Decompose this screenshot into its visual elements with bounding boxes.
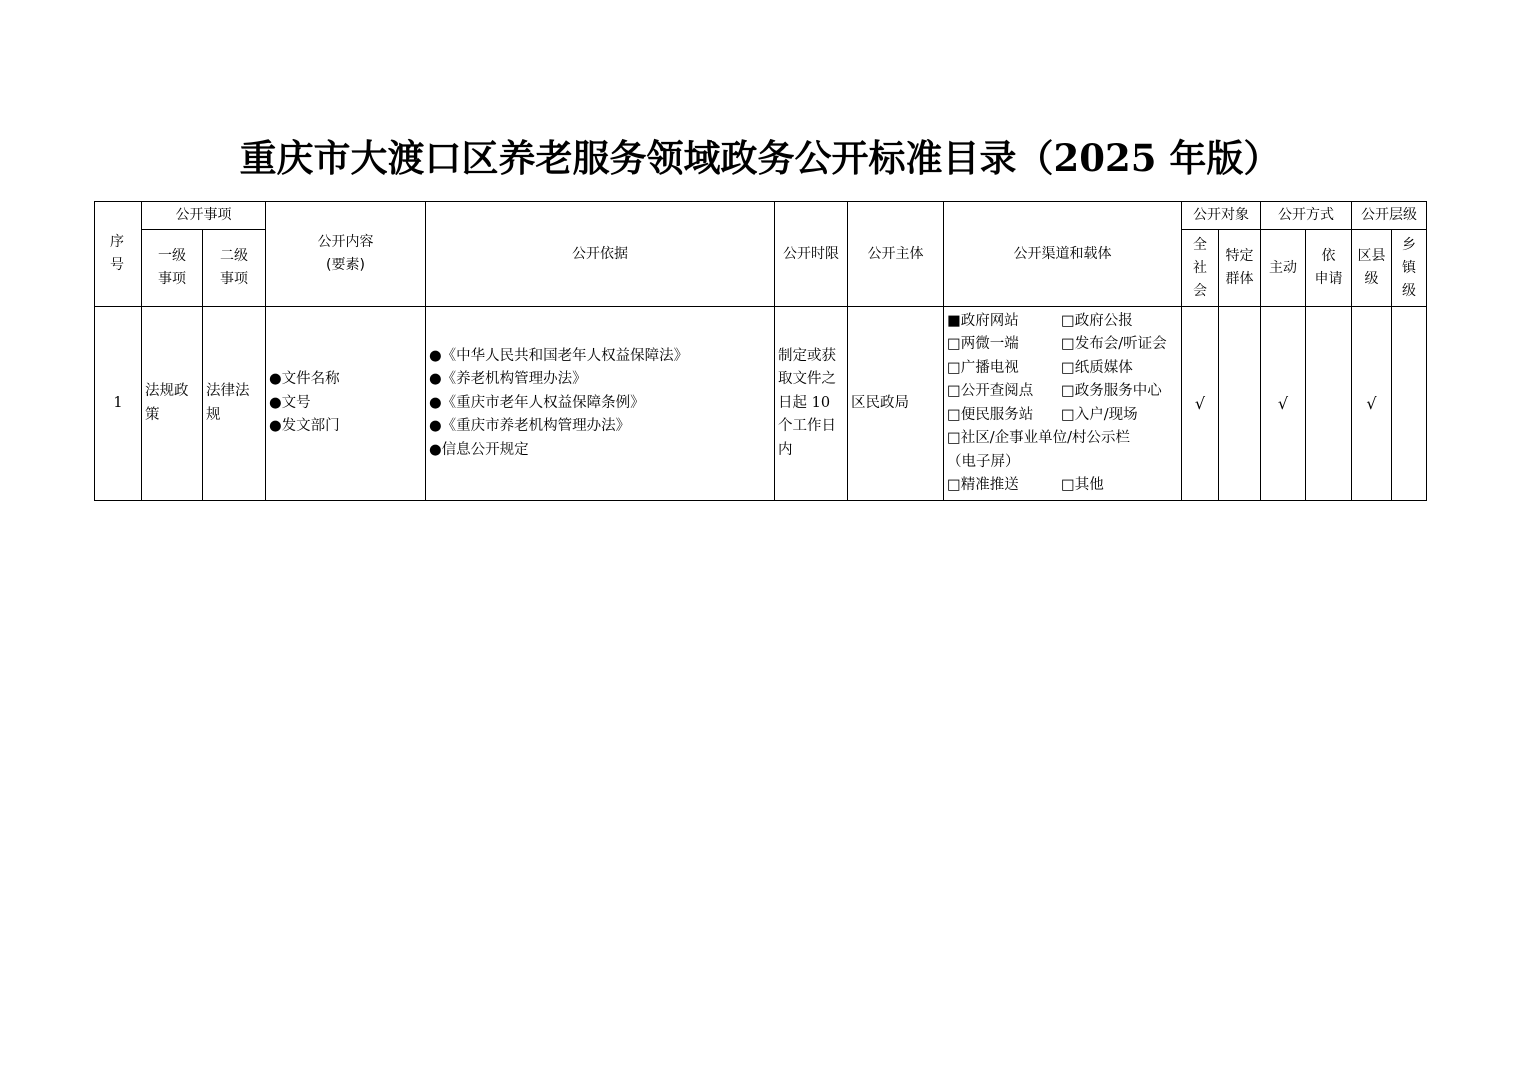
basis-item: ●信息公开规定 — [429, 441, 529, 458]
channel-row — [947, 404, 1179, 428]
row-seq: 1 — [95, 307, 142, 501]
channel-option: □纸质媒体 — [1061, 359, 1133, 376]
basis-item: ●《重庆市老年人权益保障条例》 — [429, 394, 645, 411]
content-item: ●文件名称 — [269, 371, 340, 388]
table-row — [95, 307, 1427, 501]
channel-option: □广播电视 — [947, 359, 1019, 376]
channel-option: □精准推送 — [947, 477, 1019, 493]
row-subject: 区民政局 — [848, 307, 944, 501]
row-time-limit: 制定或获取文件之日起 10 个工作日内 — [775, 307, 848, 501]
channel-option: □发布会/听证会 — [1061, 336, 1167, 352]
row-level2: 法律法规 — [203, 307, 266, 501]
channel-row — [947, 310, 1179, 334]
header-level-group: 公开层级 — [1352, 202, 1427, 230]
channel-option: □公开查阅点 — [947, 383, 1034, 399]
header-level2: 二级 事项 — [203, 230, 266, 307]
channel-row — [947, 474, 1179, 498]
channel-option: □两微一端 — [947, 336, 1019, 352]
row-content — [266, 307, 426, 501]
catalog-table — [94, 201, 1427, 501]
header-target-group: 公开对象 — [1182, 202, 1261, 230]
check-target-specific — [1219, 307, 1261, 501]
header-seq: 序 号 — [95, 202, 142, 307]
header-method-group: 公开方式 — [1261, 202, 1352, 230]
check-method-request — [1306, 307, 1352, 501]
channel-option: □便民服务站 — [947, 406, 1034, 423]
channel-option: □社区/企事业单位/村公示栏 — [947, 430, 1130, 446]
row-level1: 法规政策 — [142, 307, 203, 501]
channel-option: □其他 — [1061, 477, 1104, 493]
header-level-town: 乡 镇 级 — [1392, 230, 1427, 307]
basis-item: ●《中华人民共和国老年人权益保障法》 — [429, 347, 689, 364]
header-channels: 公开渠道和载体 — [944, 202, 1182, 307]
header-items-group: 公开事项 — [142, 202, 266, 230]
check-target-all: √ — [1182, 307, 1219, 501]
header-level-district: 区县 级 — [1352, 230, 1392, 307]
channel-option: □政务服务中心 — [1061, 383, 1162, 399]
channel-row — [947, 357, 1179, 381]
channel-option: ■政府网站 — [947, 312, 1019, 329]
header-content: 公开内容 (要素) — [266, 202, 426, 307]
row-channels — [944, 307, 1182, 501]
content-item: ●发文部门 — [269, 418, 340, 435]
channel-row — [947, 380, 1179, 404]
check-level-district: √ — [1352, 307, 1392, 501]
page-title: 重庆市大渡口区养老服务领域政务公开标准目录（2025 年版） — [239, 136, 1281, 180]
content-item: ●文号 — [269, 394, 311, 411]
basis-item: ●《重庆市养老机构管理办法》 — [429, 418, 631, 435]
row-basis — [426, 307, 775, 501]
check-level-town — [1392, 307, 1427, 501]
channel-option: □政府公报 — [1061, 312, 1133, 329]
header-target-specific: 特定 群体 — [1219, 230, 1261, 307]
channel-option-note: （电子屏） — [947, 453, 1020, 470]
header-method-request: 依 申请 — [1306, 230, 1352, 307]
header-time-limit: 公开时限 — [775, 202, 848, 307]
header-subject: 公开主体 — [848, 202, 944, 307]
basis-item: ●《养老机构管理办法》 — [429, 371, 587, 388]
channel-option: □入户/现场 — [1061, 406, 1138, 423]
header-target-all: 全 社 会 — [1182, 230, 1219, 307]
channel-row — [947, 333, 1179, 357]
header-method-active: 主动 — [1261, 230, 1306, 307]
header-level1: 一级 事项 — [142, 230, 203, 307]
check-method-active: √ — [1261, 307, 1306, 501]
header-basis: 公开依据 — [426, 202, 775, 307]
